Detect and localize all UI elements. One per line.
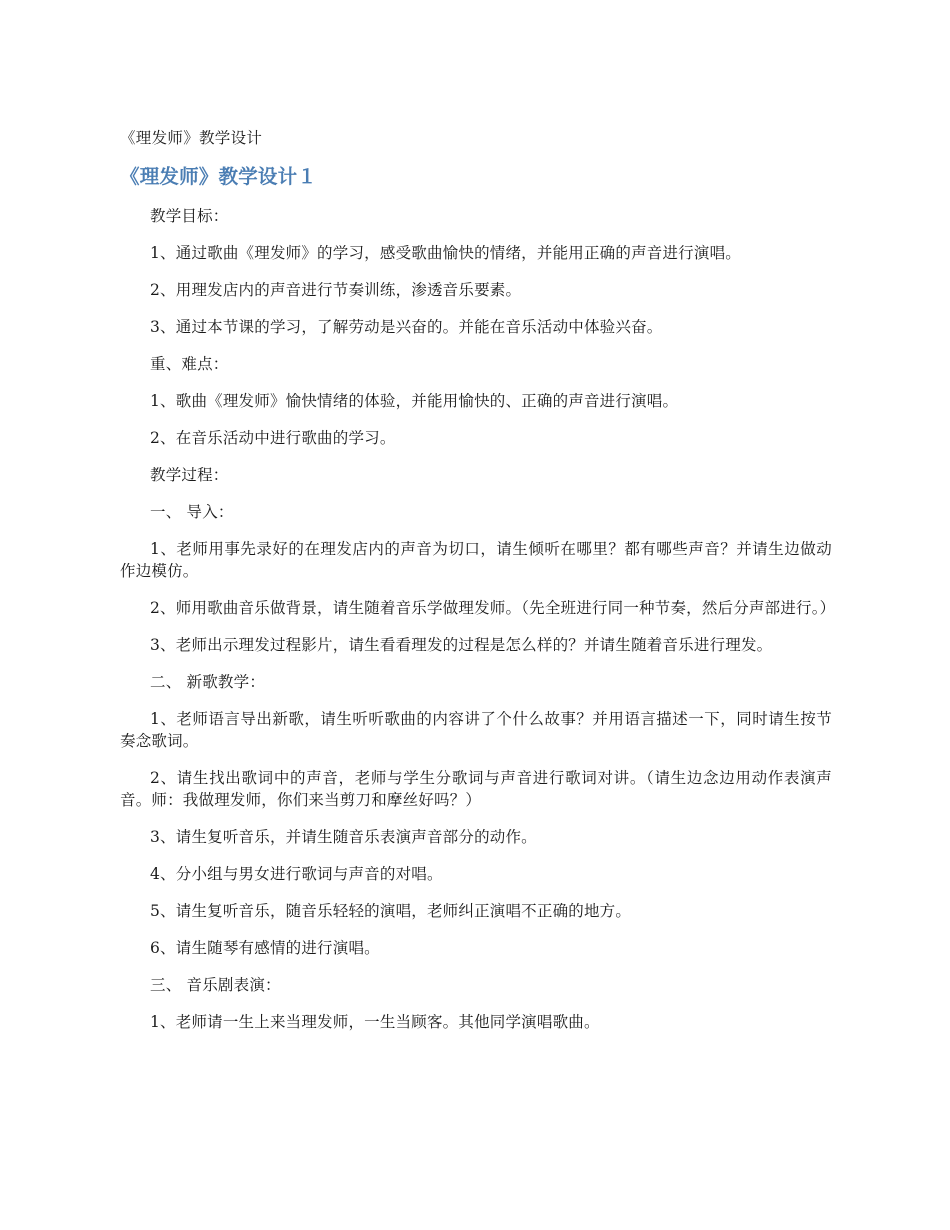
paragraph: 1、老师用事先录好的在理发店内的声音为切口，请生倾听在哪里？都有哪些声音？并请生边做动作边模仿。 bbox=[120, 540, 832, 580]
paragraph: 一、 导入： bbox=[150, 503, 234, 521]
paragraph: 教学过程： bbox=[150, 466, 229, 484]
paragraph: 3、通过本节课的学习，了解劳动是兴奋的。并能在音乐活动中体验兴奋。 bbox=[150, 318, 663, 336]
paragraph: 1、歌曲《理发师》愉快情绪的体验，并能用愉快的、正确的声音进行演唱。 bbox=[150, 392, 679, 410]
section-heading: 《理发师》教学设计１ bbox=[120, 165, 318, 188]
document-body bbox=[120, 205, 836, 1048]
paragraph: 三、 音乐剧表演： bbox=[150, 976, 281, 994]
document-title: 《理发师》教学设计 bbox=[120, 129, 263, 147]
paragraph: 2、请生找出歌词中的声音，老师与学生分歌词与声音进行歌词对讲。（请生边念边用动作表演声音。师：我做理发师，你们来当剪刀和摩丝好吗？） bbox=[120, 769, 832, 809]
paragraph: 2、用理发店内的声音进行节奏训练，渗透音乐要素。 bbox=[150, 281, 522, 299]
paragraph: 1、老师语言导出新歌，请生听听歌曲的内容讲了个什么故事？并用语言描述一下，同时请生按节奏念歌词。 bbox=[120, 710, 832, 750]
paragraph: 2、在音乐活动中进行歌曲的学习。 bbox=[150, 429, 396, 447]
paragraph: 1、通过歌曲《理发师》的学习，感受歌曲愉快的情绪，并能用正确的声音进行演唱。 bbox=[150, 244, 741, 262]
paragraph: 6、请生随琴有感情的进行演唱。 bbox=[150, 939, 380, 957]
paragraph: 教学目标： bbox=[150, 207, 229, 225]
paragraph: 4、分小组与男女进行歌词与声音的对唱。 bbox=[150, 865, 443, 883]
paragraph: 3、请生复听音乐，并请生随音乐表演声音部分的动作。 bbox=[150, 828, 537, 846]
paragraph: 重、难点： bbox=[150, 355, 229, 373]
paragraph: 2、师用歌曲音乐做背景，请生随着音乐学做理发师。（先全班进行同一种节奏，然后分声部进行。） bbox=[150, 599, 836, 617]
paragraph: 3、老师出示理发过程影片，请生看看理发的过程是怎么样的？并请生随着音乐进行理发。 bbox=[150, 636, 773, 654]
paragraph: 二、 新歌教学： bbox=[150, 673, 266, 691]
paragraph: 1、老师请一生上来当理发师，一生当顾客。其他同学演唱歌曲。 bbox=[150, 1013, 600, 1031]
paragraph: 5、请生复听音乐，随音乐轻轻的演唱，老师纠正演唱不正确的地方。 bbox=[150, 902, 632, 920]
